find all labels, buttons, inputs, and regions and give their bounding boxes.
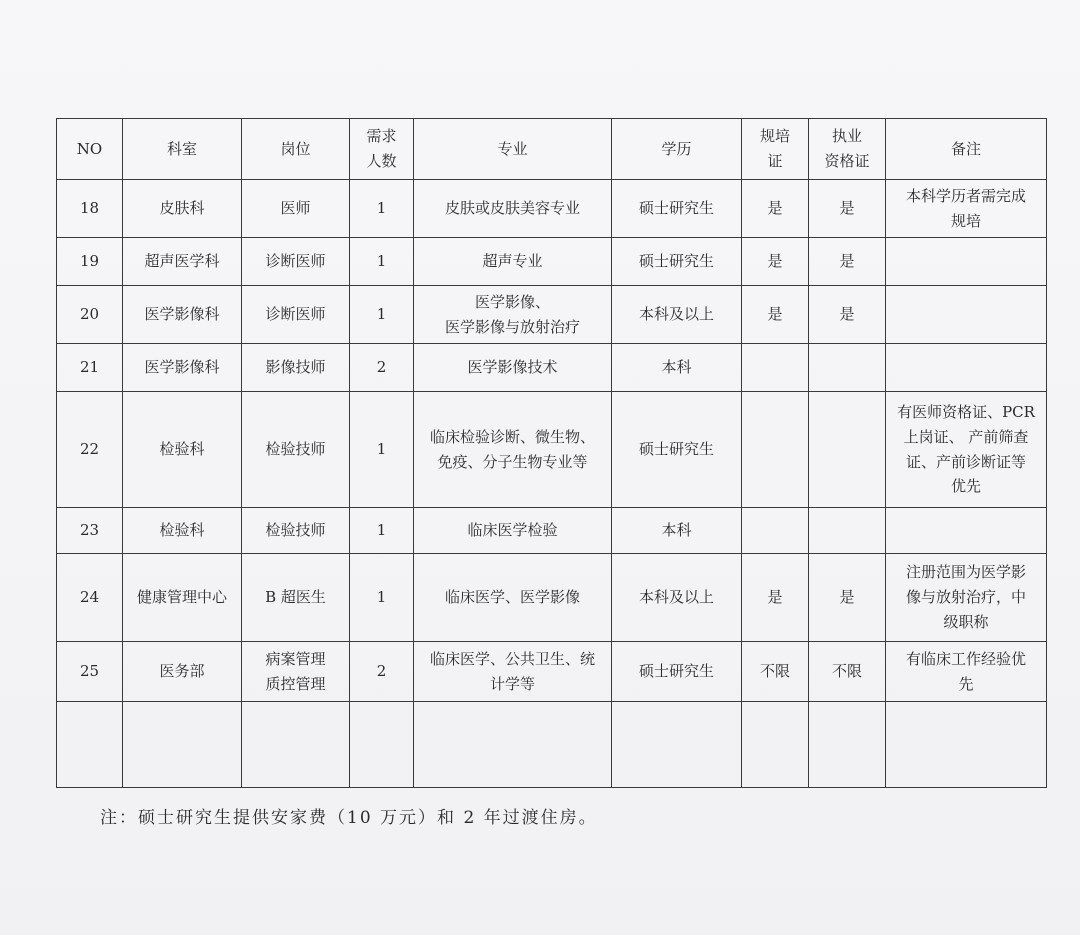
cell-headcount: 1: [350, 554, 414, 642]
cell-education: 硕士研究生: [612, 238, 742, 286]
cell-education: 本科及以上: [612, 554, 742, 642]
cell-department: 医学影像科: [123, 344, 242, 392]
footer-note: 注：硕士研究生提供安家费（10 万元）和 2 年过渡住房。: [100, 808, 598, 828]
cell-training-cert: [742, 344, 809, 392]
table-row: [57, 642, 1047, 702]
empty-cell: [612, 702, 742, 788]
cell-remark: [886, 508, 1047, 554]
cell-no: 18: [57, 180, 123, 238]
header-department: 科室: [123, 119, 242, 180]
cell-no: 19: [57, 238, 123, 286]
cell-remark: [886, 286, 1047, 344]
cell-education: 硕士研究生: [612, 392, 742, 508]
recruitment-table: [56, 118, 1047, 788]
cell-education: 本科及以上: [612, 286, 742, 344]
cell-major: 临床医学、公共卫生、统 计学等: [414, 642, 612, 702]
cell-department: 超声医学科: [123, 238, 242, 286]
table-row: [57, 508, 1047, 554]
table-row: [57, 554, 1047, 642]
cell-remark: [886, 344, 1047, 392]
header-position: 岗位: [242, 119, 350, 180]
cell-position: 诊断医师: [242, 238, 350, 286]
cell-license: 是: [809, 238, 886, 286]
header-row: [57, 119, 1047, 180]
cell-position: 医师: [242, 180, 350, 238]
cell-no: 24: [57, 554, 123, 642]
cell-license: 是: [809, 286, 886, 344]
cell-education: 本科: [612, 344, 742, 392]
cell-position: 检验技师: [242, 508, 350, 554]
cell-headcount: 1: [350, 286, 414, 344]
cell-major: 临床医学检验: [414, 508, 612, 554]
cell-license: 是: [809, 180, 886, 238]
cell-no: 21: [57, 344, 123, 392]
cell-training-cert: [742, 508, 809, 554]
cell-remark: 注册范围为医学影 像与放射治疗，中 级职称: [886, 554, 1047, 642]
header-major: 专业: [414, 119, 612, 180]
cell-headcount: 1: [350, 180, 414, 238]
cell-department: 检验科: [123, 392, 242, 508]
cell-major: 超声专业: [414, 238, 612, 286]
header-headcount: 需求 人数: [350, 119, 414, 180]
empty-cell: [886, 702, 1047, 788]
cell-training-cert: [742, 392, 809, 508]
cell-education: 硕士研究生: [612, 642, 742, 702]
header-education: 学历: [612, 119, 742, 180]
cell-department: 皮肤科: [123, 180, 242, 238]
cell-education: 本科: [612, 508, 742, 554]
cell-department: 检验科: [123, 508, 242, 554]
cell-department: 医学影像科: [123, 286, 242, 344]
cell-headcount: 1: [350, 508, 414, 554]
empty-table-row: [57, 702, 1047, 788]
cell-major: 临床检验诊断、微生物、 免疫、分子生物专业等: [414, 392, 612, 508]
cell-position: B 超医生: [242, 554, 350, 642]
cell-remark: 有临床工作经验优 先: [886, 642, 1047, 702]
cell-major: 医学影像、 医学影像与放射治疗: [414, 286, 612, 344]
cell-no: 22: [57, 392, 123, 508]
cell-license: 不限: [809, 642, 886, 702]
table-row: [57, 392, 1047, 508]
empty-cell: [742, 702, 809, 788]
cell-major: 临床医学、医学影像: [414, 554, 612, 642]
cell-education: 硕士研究生: [612, 180, 742, 238]
cell-headcount: 2: [350, 344, 414, 392]
cell-department: 医务部: [123, 642, 242, 702]
cell-position: 诊断医师: [242, 286, 350, 344]
cell-position: 病案管理 质控管理: [242, 642, 350, 702]
cell-department: 健康管理中心: [123, 554, 242, 642]
empty-cell: [809, 702, 886, 788]
empty-cell: [123, 702, 242, 788]
table-row: [57, 238, 1047, 286]
header-remarks: 备注: [886, 119, 1047, 180]
table-row: [57, 180, 1047, 238]
cell-training-cert: 是: [742, 180, 809, 238]
cell-remark: 有医师资格证、PCR 上岗证、 产前筛查 证、产前诊断证等 优先: [886, 392, 1047, 508]
empty-cell: [350, 702, 414, 788]
cell-training-cert: 是: [742, 238, 809, 286]
header-training-cert: 规培 证: [742, 119, 809, 180]
cell-license: [809, 392, 886, 508]
empty-cell: [242, 702, 350, 788]
cell-training-cert: 不限: [742, 642, 809, 702]
cell-remark: [886, 238, 1047, 286]
cell-license: 是: [809, 554, 886, 642]
cell-training-cert: 是: [742, 554, 809, 642]
cell-no: 23: [57, 508, 123, 554]
table-row: [57, 286, 1047, 344]
cell-remark: 本科学历者需完成 规培: [886, 180, 1047, 238]
cell-headcount: 2: [350, 642, 414, 702]
cell-no: 20: [57, 286, 123, 344]
cell-license: [809, 344, 886, 392]
cell-headcount: 1: [350, 392, 414, 508]
empty-cell: [57, 702, 123, 788]
cell-no: 25: [57, 642, 123, 702]
cell-headcount: 1: [350, 238, 414, 286]
empty-cell: [414, 702, 612, 788]
header-license: 执业 资格证: [809, 119, 886, 180]
cell-license: [809, 508, 886, 554]
cell-training-cert: 是: [742, 286, 809, 344]
cell-position: 影像技师: [242, 344, 350, 392]
cell-position: 检验技师: [242, 392, 350, 508]
cell-major: 医学影像技术: [414, 344, 612, 392]
header-no: NO: [57, 119, 123, 180]
table-row: [57, 344, 1047, 392]
cell-major: 皮肤或皮肤美容专业: [414, 180, 612, 238]
